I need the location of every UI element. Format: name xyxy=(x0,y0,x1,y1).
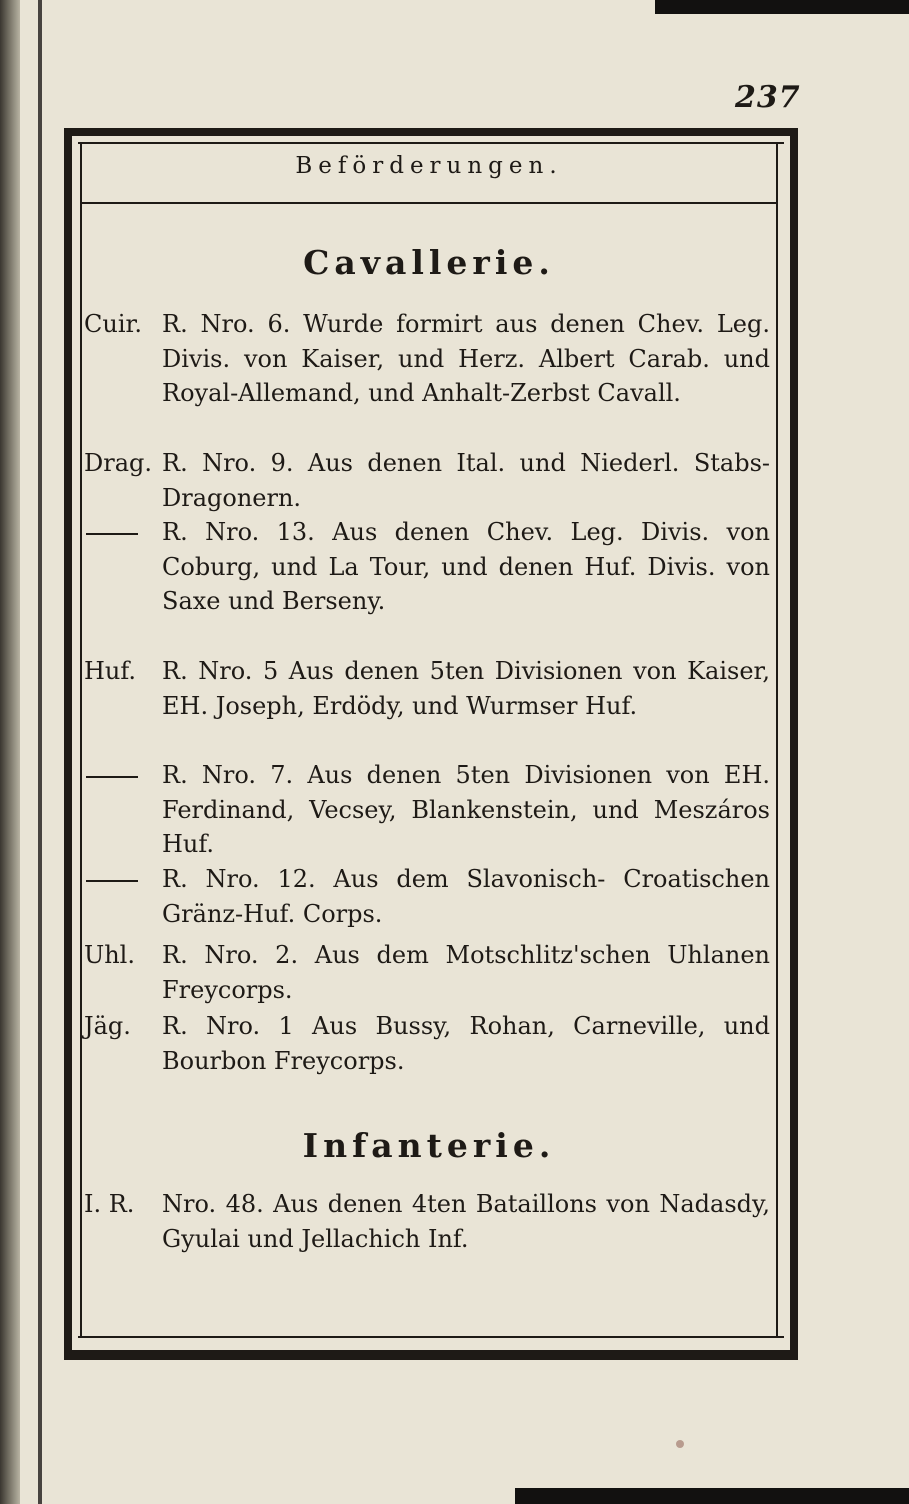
frame-left-outer xyxy=(64,128,72,1360)
entry-text: R. Nro. 2. Aus dem Motschlitz'schen Uhlanen Freycorps. xyxy=(162,941,770,1004)
ditto-dash xyxy=(84,862,138,897)
entry-label: Jäg. xyxy=(84,1012,131,1040)
section-title-cavallerie: Cavallerie. xyxy=(303,243,555,282)
frame-top-outer xyxy=(64,128,798,136)
entry-text: Nro. 48. Aus denen 4ten Bataillons von Nadasdy, Gyulai und Jellachich Inf. xyxy=(162,1190,770,1253)
frame-bottom-outer xyxy=(64,1350,798,1360)
entry-text: R. Nro. 7. Aus denen 5ten Divisionen von EH. Ferdinand, Vecsey, Blankenstein, und Meszáros Huf. xyxy=(162,761,770,858)
entry-text: R. Nro. 5 Aus denen 5ten Divisionen von Kaiser, EH. Joseph, Erdödy, und Wurmser Huf. xyxy=(162,657,770,720)
entry-label: Huf. xyxy=(84,657,137,685)
section-title-infanterie: Infanterie. xyxy=(302,1126,556,1165)
page-number: 237 xyxy=(735,80,801,115)
table-header: Beförderungen. xyxy=(295,153,563,179)
gutter-line xyxy=(38,0,42,1504)
frame-top-inner xyxy=(78,142,784,144)
entry-label: Uhl. xyxy=(84,941,135,969)
entry-label: Drag. xyxy=(84,449,153,477)
frame-right-outer xyxy=(790,128,798,1360)
header-rule xyxy=(80,202,778,204)
entry-label: Cuir. xyxy=(84,310,142,338)
frame-bottom-inner xyxy=(78,1336,784,1338)
background-edge-bottom xyxy=(515,1488,909,1504)
paper-stain xyxy=(676,1440,684,1448)
entry-text: R. Nro. 13. Aus denen Chev. Leg. Divis. von Coburg, und La Tour, und denen Huf. Divis. von Saxe und Berseny. xyxy=(162,518,770,615)
ditto-dash xyxy=(84,515,138,550)
ditto-dash xyxy=(84,758,138,793)
entry-text: R. Nro. 1 Aus Bussy, Rohan, Carneville, und Bourbon Freycorps. xyxy=(162,1012,770,1075)
entry-text: R. Nro. 9. Aus denen Ital. und Niederl. Stabs-Dragonern. xyxy=(162,449,770,512)
entry-text: R. Nro. 6. Wurde formirt aus denen Chev. Leg. Divis. von Kaiser, und Herz. Albert Carab. und Royal-Allemand, und Anhalt-Zerbst Cavall. xyxy=(162,310,770,407)
background-edge-top xyxy=(655,0,909,14)
entry-label: I. R. xyxy=(84,1190,135,1218)
book-gutter xyxy=(0,0,20,1504)
entry-text: R. Nro. 12. Aus dem Slavonisch- Croatischen Gränz-Huf. Corps. xyxy=(162,865,770,928)
